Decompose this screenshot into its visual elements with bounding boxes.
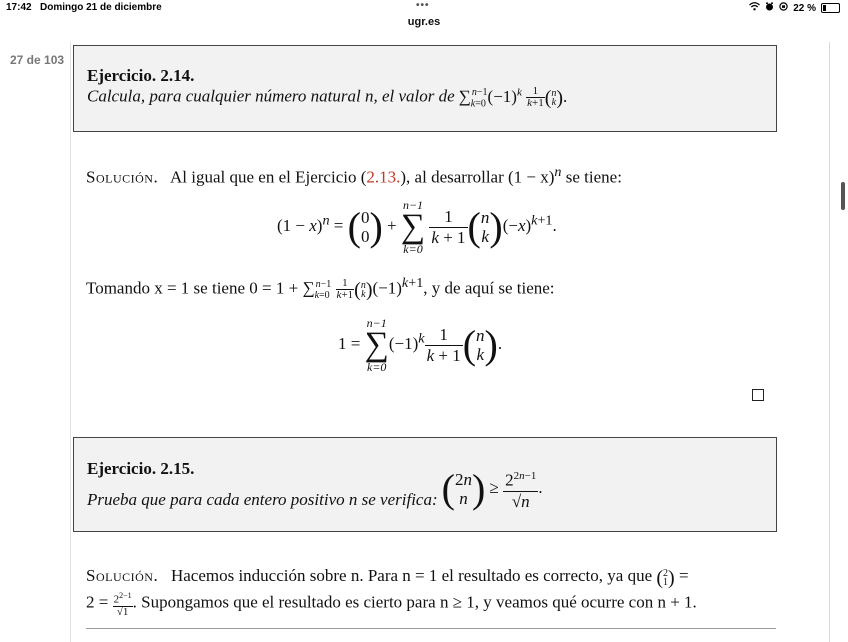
status-bar: [0, 0, 848, 16]
url-bar[interactable]: ugr.es: [407, 16, 441, 28]
exercise-formula: (2n n ) ≥ $\frac{2^{2n-1}}{√n}$ .: [441, 465, 543, 511]
status-time: 17:42: [6, 2, 32, 13]
orientation-lock-icon: [779, 2, 788, 14]
scrollbar-thumb[interactable]: [841, 182, 845, 210]
exercise-title: Ejercicio. 2.15.: [87, 459, 195, 478]
page-bottom-rule: [86, 628, 776, 629]
solution-intro-end: se tiene:: [561, 167, 622, 187]
page-edge-left: [70, 42, 71, 642]
solution-intro-after: ), al desarrollar (1 − x): [400, 167, 555, 187]
solution-line1: Hacemos inducción sobre n. Para n = 1 el resultado es correcto, ya que: [170, 566, 653, 585]
equation-result: 1 = n−1 ∑ k=0 $(-1)^k$ $\frac{1}{k + 1}$ (n k).: [338, 316, 503, 374]
alarm-icon: [765, 2, 774, 14]
exercise-title: Ejercicio. 2.14.: [87, 66, 195, 85]
solution-paragraph-3-line2: 2 = $\frac{2^{2-1}}{√1}$ . Supongamos que el resultado es cierto para n ≥ 1, y veamos qué ocurre con n + 1.: [86, 591, 697, 618]
solution-label: Solución.: [86, 566, 159, 585]
battery-level: [823, 5, 826, 11]
qed-square-icon: [752, 389, 764, 401]
page-count-indicator: 27 de 103: [10, 53, 65, 67]
page-edge-right: [829, 42, 830, 642]
solution-paragraph-3: Solución. Hacemos inducción sobre n. Para n = 1 el resultado es correcto, ya que (2 1) =: [86, 566, 689, 589]
battery-percent: 22 %: [793, 2, 816, 14]
exercise-box-2-15: [73, 437, 777, 532]
battery-icon: [821, 3, 840, 13]
exercise-statement: [87, 86, 567, 109]
exercise-text: Prueba que para cada entero positivo n se verifica:: [87, 489, 438, 509]
solution-intro-before: Al igual que en el Ejercicio (: [170, 167, 367, 187]
status-date: Domingo 21 de diciembre: [40, 2, 162, 13]
solution-line2-a: 2 =: [86, 592, 109, 612]
solution-line2-b: . Supongamos que el resultado es cierto para n ≥ 1, y veamos qué ocurre con n + 1.: [132, 592, 697, 612]
status-indicators: [749, 2, 840, 14]
solution-label: Solución.: [86, 167, 159, 187]
solution-line2-b: , y de aquí se tiene:: [423, 278, 555, 298]
exercise-text: Calcula, para cualquier número natural n, el valor de: [87, 86, 455, 106]
equation-expansion: $(1 - x)^n = (0$ 0) + n−1 ∑ k=0 $\frac{1}{k + 1}$ (n $k)(-x)^{k+1}$.: [277, 198, 557, 256]
exercise-reference-link[interactable]: 2.13.: [366, 167, 401, 187]
exercise-formula: $\sum_{k=0}^{n-1}(-1)^k$ $\frac{1}{k+1}$ (n k).: [458, 85, 568, 110]
exercise-statement: [87, 466, 543, 512]
solution-paragraph-1: Solución. Al igual que en el Ejercicio (2.13.), al desarrollar $(1 - x)^n$ se tiene:: [86, 164, 622, 187]
solution-paragraph-2: Tomando x = 1 se tiene $0 = 1 + \sum_{k=0}^{n-1}$ $\frac{1}{k+1}$ (n $k)(-1)^{k+1}$, y de aquí se tiene:: [86, 275, 555, 302]
multitask-dots-icon[interactable]: •••: [416, 0, 430, 11]
wifi-icon: [749, 2, 760, 14]
solution-line2-a: Tomando x = 1 se tiene 0 = 1 +: [86, 278, 299, 298]
exercise-box-2-14: [73, 45, 777, 132]
